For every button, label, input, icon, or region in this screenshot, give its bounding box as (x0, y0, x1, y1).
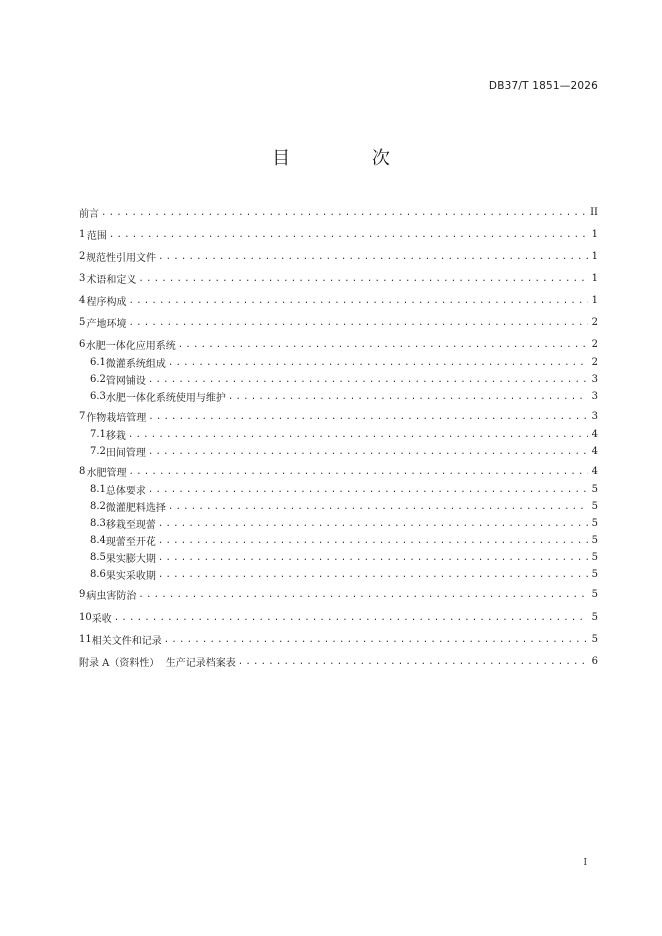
toc-entry-7[interactable] (79, 408, 598, 424)
toc-entry-5[interactable] (79, 314, 598, 330)
toc-leader-dots (148, 447, 588, 457)
toc-page-number: 5 (591, 534, 598, 546)
toc-entry-7-1[interactable] (90, 426, 598, 442)
toc-leader-dots (109, 230, 588, 240)
toc-entry-label: 水肥管理 (86, 467, 127, 479)
toc-entry-8-3[interactable] (90, 515, 598, 531)
toc-entry-6[interactable] (79, 336, 598, 352)
toc-entry-number: 6.3 (90, 390, 106, 402)
toc-leader-dots (148, 375, 588, 385)
toc-page-number: 5 (591, 500, 598, 512)
toc-entry-8-4[interactable] (90, 532, 598, 548)
toc-leader-dots (158, 519, 588, 529)
toc-leader-dots (158, 252, 588, 262)
toc-page-number: 4 (591, 445, 598, 457)
toc-page-number: 2 (591, 316, 598, 328)
toc-entry-2[interactable] (79, 248, 598, 264)
toc-page-number: 5 (591, 517, 598, 529)
toc-entry-8-1[interactable] (90, 481, 598, 497)
toc-entry-number: 4 (79, 294, 86, 306)
toc-leader-dots (228, 392, 588, 402)
toc-entry-number: 8.6 (90, 568, 106, 580)
toc-entry-label: 水肥一体化应用系统 (85, 340, 176, 352)
toc-entry-number: 2 (79, 250, 86, 262)
toc-entry-number: 7.1 (90, 428, 106, 440)
toc-entry-4[interactable] (79, 292, 598, 308)
toc-entry-9[interactable] (79, 586, 598, 602)
toc-entry-label: 总体要求 (105, 485, 146, 497)
toc-leader-dots (129, 296, 588, 306)
toc-entry-number: 7.2 (90, 445, 106, 457)
toc-entry-label: 果实采收期 (105, 570, 156, 582)
toc-page-number: 5 (591, 633, 598, 645)
toc-entry-label: 附录 A（资料性） 生产记录档案表 (79, 657, 236, 669)
toc-entry-8-5[interactable] (90, 549, 598, 565)
toc-entry-label: 程序构成 (86, 296, 127, 308)
toc-entry-label: 田间管理 (105, 447, 146, 459)
toc-entry-7-2[interactable] (90, 443, 598, 459)
toc-entry-number: 8.3 (90, 517, 106, 529)
toc-entry-label: 果实膨大期 (105, 553, 156, 565)
toc-leader-dots (178, 340, 588, 350)
page-number: I (583, 858, 587, 868)
toc-entry-label: 产地环境 (86, 318, 127, 330)
toc-entry-number: 8.2 (90, 500, 106, 512)
toc-page-number: 5 (591, 611, 598, 623)
toc-entry-11[interactable] (79, 631, 598, 647)
toc-entry-label: 规范性引用文件 (86, 252, 157, 264)
toc-entry-number: 6.1 (90, 356, 106, 368)
toc-title: 目 次 (272, 148, 428, 169)
toc-page-number: 5 (591, 588, 598, 600)
toc-entry-number: 9 (79, 588, 86, 600)
toc-leader-dots (138, 274, 587, 284)
toc-entry-8-6[interactable] (90, 566, 598, 582)
toc-leader-dots (114, 613, 588, 623)
toc-page-number: 3 (591, 373, 598, 385)
toc-entry-label: 作物栽培管理 (86, 412, 147, 424)
toc-entry-6-1[interactable] (90, 354, 598, 370)
toc-entry-appendix-a[interactable] (79, 653, 598, 669)
toc-page-number: II (590, 206, 598, 218)
toc-page-number: 5 (591, 568, 598, 580)
toc-entry-number: 8.1 (90, 483, 106, 495)
toc-entry-3[interactable] (79, 270, 598, 286)
toc-leader-dots (164, 635, 588, 645)
toc-leader-dots (158, 570, 588, 580)
toc-page-number: 1 (591, 294, 598, 306)
toc-entry-label: 移栽 (105, 430, 126, 442)
toc-entry-label: 微灌肥料选择 (105, 502, 166, 514)
toc-leader-dots (101, 208, 586, 218)
toc-entry-number: 8.4 (90, 534, 106, 546)
toc-leader-dots (128, 430, 588, 440)
toc-leader-dots (138, 590, 587, 600)
toc-entry-label: 管网铺设 (105, 375, 146, 387)
toc-entry-number: 8.5 (90, 551, 106, 563)
toc-entry-label: 采收 (91, 613, 112, 625)
toc-entry-8[interactable] (79, 463, 598, 479)
toc-entry-label: 相关文件和记录 (91, 635, 162, 647)
toc-leader-dots (129, 318, 588, 328)
toc-page-number: 1 (591, 272, 598, 284)
toc-entry-label: 现蕾至开花 (105, 536, 156, 548)
toc-page-number: 2 (591, 356, 598, 368)
toc-entry-6-2[interactable] (90, 371, 598, 387)
toc-leader-dots (158, 536, 588, 546)
toc-page-number: 3 (591, 410, 598, 422)
toc-page-number: 5 (591, 483, 598, 495)
toc-entry-8-2[interactable] (90, 498, 598, 514)
toc-entry-label: 术语和定义 (86, 274, 137, 286)
toc-entry-number: 10 (79, 611, 92, 623)
document-code: DB37/T 1851—2026 (488, 80, 598, 92)
toc-entry-number: 1 (79, 228, 86, 240)
toc-page-number: 3 (591, 390, 598, 402)
toc-leader-dots (168, 502, 588, 512)
toc-entry-label: 病虫害防治 (86, 590, 137, 602)
toc-leader-dots (168, 358, 588, 368)
toc-leader-dots (129, 467, 588, 477)
toc-entry-number: 6 (79, 338, 86, 350)
toc-entry-number: 3 (79, 272, 86, 284)
toc-entry-1[interactable] (79, 226, 598, 242)
toc-entry-foreword[interactable] (79, 204, 598, 220)
toc-entry-label: 前言 (79, 208, 99, 220)
toc-leader-dots (158, 553, 588, 563)
toc-entry-label: 移栽至现蕾 (105, 519, 156, 531)
toc-entry-number: 7 (79, 410, 86, 422)
toc-entry-number: 8 (79, 465, 86, 477)
toc-entry-10[interactable] (79, 609, 598, 625)
toc-entry-6-3[interactable] (90, 388, 598, 404)
toc-entry-label: 水肥一体化系统使用与维护 (105, 392, 226, 404)
toc-entry-label: 范围 (86, 230, 107, 242)
toc-leader-dots (238, 657, 588, 667)
toc-entry-number: 11 (79, 633, 92, 645)
toc-page-number: 1 (591, 228, 598, 240)
toc-leader-dots (148, 485, 588, 495)
toc-page-number: 4 (591, 465, 598, 477)
toc-leader-dots (148, 412, 587, 422)
toc-page-number: 1 (591, 250, 598, 262)
toc-page-number: 6 (591, 655, 598, 667)
toc-entry-number: 6.2 (90, 373, 106, 385)
toc-entry-label: 微灌系统组成 (105, 358, 166, 370)
toc-page-number: 4 (591, 428, 598, 440)
toc-entry-number: 5 (79, 316, 86, 328)
toc-page-number: 2 (591, 338, 598, 350)
toc-page-number: 5 (591, 551, 598, 563)
